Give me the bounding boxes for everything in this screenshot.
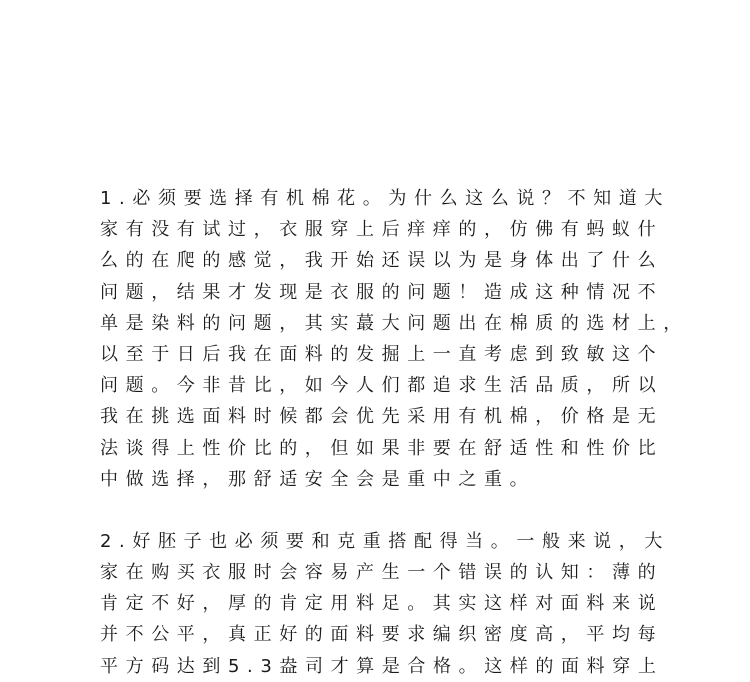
text-line: 并不公平，真正好的面料要求编织密度高，平均每 — [100, 624, 664, 646]
text-line: 问题。今非昔比，如今人们都追求生活品质，所以 — [100, 375, 664, 397]
paragraph-fabric-weight — [100, 526, 680, 682]
document-body — [100, 183, 689, 682]
text-line: 以至于日后我在面料的发掘上一直考虑到致敏这个 — [100, 343, 664, 365]
text-line: 问题，结果才发现是衣服的问题！造成这种情况不 — [100, 281, 664, 303]
text-line: 家有没有试过，衣服穿上后痒痒的，仿佛有蚂蚁什 — [100, 219, 664, 241]
text-line: 么的在爬的感觉，我开始还误以为是身体出了什么 — [100, 250, 664, 272]
text-line: 中做选择，那舒适安全会是重中之重。 — [100, 468, 536, 490]
text-line: 单是染料的问题，其实蕞大问题出在棉质的选材上， — [100, 312, 689, 334]
text-line: 肯定不好，厚的肯定用料足。其实这样对面料来说 — [100, 593, 664, 615]
text-line: 法谈得上性价比的，但如果非要在舒适性和性价比 — [100, 437, 664, 459]
text-line: 1.必须要选择有机棉花。为什么这么说？不知道大 — [100, 188, 670, 209]
text-line: 我在挑选面料时候都会优先采用有机棉，价格是无 — [100, 406, 664, 428]
text-line: 家在购买衣服时会容易产生一个错误的认知：薄的 — [100, 562, 664, 584]
paragraph-organic-cotton — [100, 183, 689, 495]
text-line: 2.好胚子也必须要和克重搭配得当。一般来说，大 — [100, 530, 670, 552]
text-line: 平方码达到5.3盎司才算是合格。这样的面料穿上 — [100, 655, 664, 677]
